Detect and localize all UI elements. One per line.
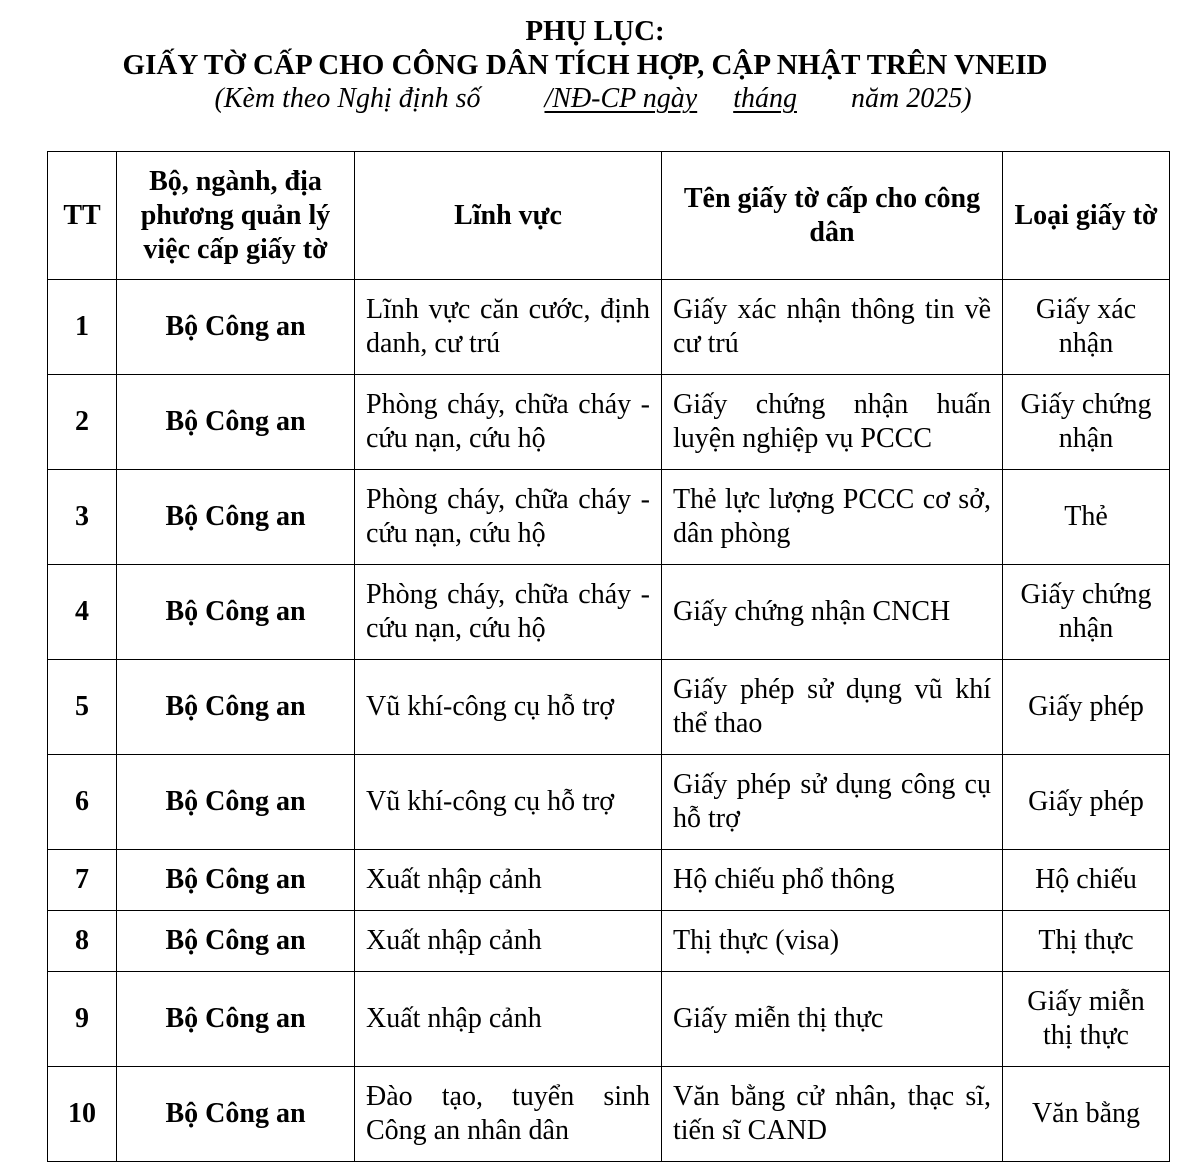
cell-tt: 1: [48, 280, 117, 375]
cell-agency: Bộ Công an: [117, 565, 355, 660]
cell-agency: Bộ Công an: [117, 755, 355, 850]
cell-agency: Bộ Công an: [117, 280, 355, 375]
cell-field: Xuất nhập cảnh: [355, 911, 662, 972]
cell-document: Thẻ lực lượng PCCC cơ sở, dân phòng: [662, 470, 1003, 565]
cell-tt: 8: [48, 911, 117, 972]
header-document: Tên giấy tờ cấp cho công dân: [662, 152, 1003, 280]
cell-field: Phòng cháy, chữa cháy - cứu nạn, cứu hộ: [355, 565, 662, 660]
cell-document: Giấy phép sử dụng vũ khí thể thao: [662, 660, 1003, 755]
table-row: [48, 850, 1170, 911]
table-row: [48, 1067, 1170, 1162]
decree-note: [0, 82, 1188, 116]
header-type: Loại giấy tờ: [1003, 152, 1170, 280]
table-row: [48, 565, 1170, 660]
cell-tt: 10: [48, 1067, 117, 1162]
cell-field: Đào tạo, tuyển sinh Công an nhân dân: [355, 1067, 662, 1162]
cell-tt: 6: [48, 755, 117, 850]
cell-field: Vũ khí-công cụ hỗ trợ: [355, 660, 662, 755]
cell-type: Hộ chiếu: [1003, 850, 1170, 911]
cell-document: Giấy xác nhận thông tin về cư trú: [662, 280, 1003, 375]
table-header-row: [48, 152, 1170, 280]
table-row: [48, 972, 1170, 1067]
cell-type: Văn bằng: [1003, 1067, 1170, 1162]
cell-tt: 5: [48, 660, 117, 755]
cell-field: Phòng cháy, chữa cháy - cứu nạn, cứu hộ: [355, 375, 662, 470]
cell-field: Xuất nhập cảnh: [355, 972, 662, 1067]
decree-note-year: năm 2025): [850, 83, 972, 114]
cell-field: Phòng cháy, chữa cháy - cứu nạn, cứu hộ: [355, 470, 662, 565]
cell-document: Giấy chứng nhận huấn luyện nghiệp vụ PCCC: [662, 375, 1003, 470]
decree-note-decree: /NĐ-CP ngày: [544, 83, 698, 114]
cell-agency: Bộ Công an: [117, 375, 355, 470]
cell-field: Vũ khí-công cụ hỗ trợ: [355, 755, 662, 850]
table-row: [48, 470, 1170, 565]
table-row: [48, 375, 1170, 470]
cell-agency: Bộ Công an: [117, 1067, 355, 1162]
cell-tt: 2: [48, 375, 117, 470]
decree-note-prefix: (Kèm theo Nghị định số: [214, 83, 481, 114]
cell-document: Giấy miễn thị thực: [662, 972, 1003, 1067]
cell-agency: Bộ Công an: [117, 470, 355, 565]
cell-agency: Bộ Công an: [117, 850, 355, 911]
table-row: [48, 911, 1170, 972]
cell-tt: 9: [48, 972, 117, 1067]
cell-agency: Bộ Công an: [117, 972, 355, 1067]
cell-document: Thị thực (visa): [662, 911, 1003, 972]
cell-type: Thẻ: [1003, 470, 1170, 565]
cell-type: Giấy xác nhận: [1003, 280, 1170, 375]
cell-tt: 7: [48, 850, 117, 911]
table-row: [48, 755, 1170, 850]
cell-document: Giấy chứng nhận CNCH: [662, 565, 1003, 660]
cell-agency: Bộ Công an: [117, 660, 355, 755]
table-row: [48, 660, 1170, 755]
cell-type: Giấy phép: [1003, 755, 1170, 850]
cell-field: Lĩnh vực căn cước, định danh, cư trú: [355, 280, 662, 375]
cell-tt: 3: [48, 470, 117, 565]
cell-field: Xuất nhập cảnh: [355, 850, 662, 911]
decree-note-month: tháng: [733, 83, 797, 114]
header-field: Lĩnh vực: [355, 152, 662, 280]
cell-document: Giấy phép sử dụng công cụ hỗ trợ: [662, 755, 1003, 850]
header-agency: Bộ, ngành, địa phương quản lý việc cấp giấy tờ: [117, 152, 355, 280]
decree-note-blank: [480, 83, 796, 114]
documents-table: [47, 151, 1170, 1162]
header-tt: TT: [48, 152, 117, 280]
cell-type: Thị thực: [1003, 911, 1170, 972]
cell-type: Giấy chứng nhận: [1003, 565, 1170, 660]
table-row: [48, 280, 1170, 375]
appendix-title: PHỤ LỤC:: [525, 15, 665, 47]
cell-type: Giấy phép: [1003, 660, 1170, 755]
cell-tt: 4: [48, 565, 117, 660]
cell-type: Giấy chứng nhận: [1003, 375, 1170, 470]
cell-agency: Bộ Công an: [117, 911, 355, 972]
cell-type: Giấy miễn thị thực: [1003, 972, 1170, 1067]
cell-document: Hộ chiếu phổ thông: [662, 850, 1003, 911]
cell-document: Văn bằng cử nhân, thạc sĩ, tiến sĩ CAND: [662, 1067, 1003, 1162]
appendix-subtitle: GIẤY TỜ CẤP CHO CÔNG DÂN TÍCH HỢP, CẬP NHẬT TRÊN VNEID: [122, 49, 1048, 81]
